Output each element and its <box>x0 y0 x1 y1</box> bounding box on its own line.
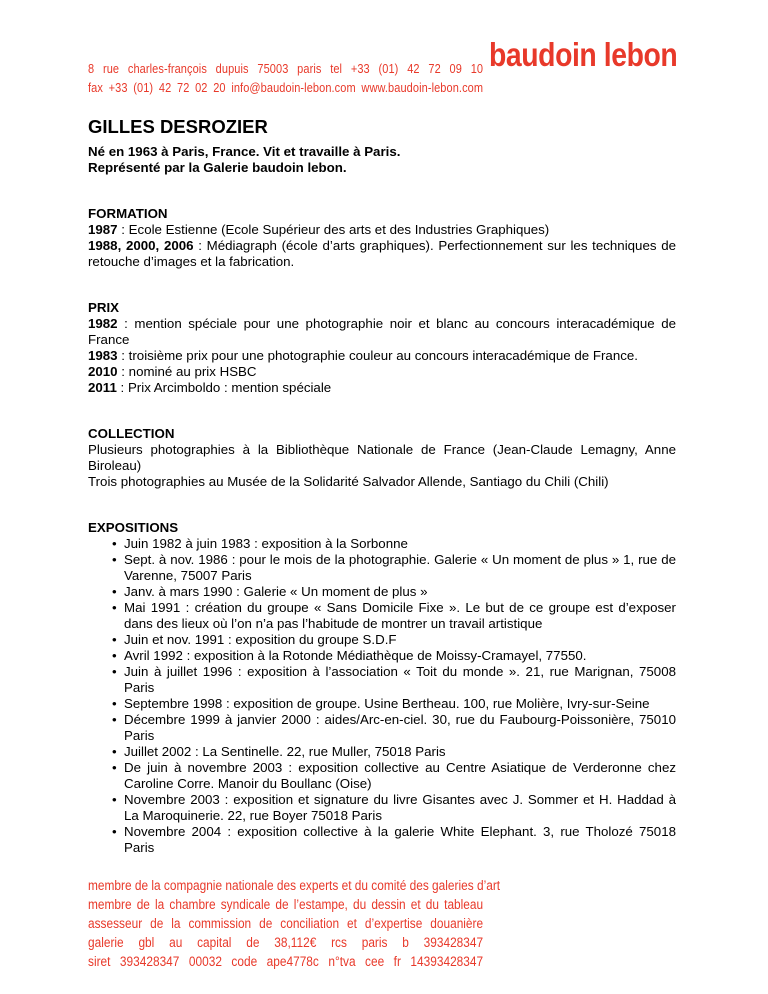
prix-item <box>88 380 676 396</box>
exposition-item: • Novembre 2004 : exposition collective à la galerie White Elephant. 3, rue Tholozé 75018 Paris <box>88 824 676 856</box>
prix-section <box>88 300 676 396</box>
artist-name: GILLES DESROZIER <box>88 116 268 137</box>
gallery-logo: baudoin lebon <box>489 36 678 73</box>
exposition-item: • Décembre 1999 à janvier 2000 : aides/Arc-en-ciel. 30, rue du Faubourg-Poissonière, 75010 Paris <box>88 712 676 744</box>
prix-year: 1982 <box>88 316 118 331</box>
exposition-item: • Janv. à mars 1990 : Galerie « Un moment de plus » <box>88 584 676 600</box>
gallery-address <box>88 60 483 98</box>
prix-text: : Prix Arcimboldo : mention spéciale <box>116 380 332 395</box>
exposition-item: • Mai 1991 : création du groupe « Sans Domicile Fixe ». Le but de ce groupe est d’exposer dans des lieux où l’on n’a pas l’habitude de montrer un travail artistique <box>88 600 676 632</box>
collection-section <box>88 426 676 490</box>
prix-text: : nominé au prix HSBC <box>117 364 257 379</box>
formation-item <box>88 238 676 270</box>
collection-item: Plusieurs photographies à la Bibliothèque Nationale de France (Jean-Claude Lemagny, Anne Biroleau) <box>88 442 676 473</box>
footer-line: galerie gbl au capital de 38,112€ rcs paris b 393428347 <box>88 935 484 950</box>
exposition-item: • Juin à juillet 1996 : exposition à l’association « Toit du monde ». 21, rue Marignan, 75008 Paris <box>88 664 676 696</box>
exposition-item: • Juillet 2002 : La Sentinelle. 22, rue Muller, 75018 Paris <box>88 744 676 760</box>
formation-year: 1987 <box>88 222 118 237</box>
formation-item <box>88 222 676 238</box>
exposition-item: • De juin à novembre 2003 : exposition collective au Centre Asiatique de Verderonne chez Caroline Corre. Manoir du Boullanc (Oise) <box>88 760 676 792</box>
artist-bio-line-2: Représenté par la Galerie baudoin lebon. <box>88 160 347 175</box>
prix-item <box>88 348 676 364</box>
footer-line: membre de la compagnie nationale des experts et du comité des galeries d’art <box>88 878 501 893</box>
collection-title: COLLECTION <box>88 426 175 441</box>
footer-line: siret 393428347 00032 code ape4778c n°tva cee fr 14393428347 <box>88 954 484 969</box>
footer-line: membre de la chambre syndicale de l’estampe, du dessin et du tableau <box>88 897 484 912</box>
address-line-2: fax +33 (01) 42 72 02 20 info@baudoin-lebon.com www.baudoin-lebon.com <box>88 81 484 95</box>
exposition-item: • Sept. à nov. 1986 : pour le mois de la photographie. Galerie « Un moment de plus » 1, rue de Varenne, 75007 Paris <box>88 552 676 584</box>
exposition-item: • Novembre 2003 : exposition et signature du livre Gisantes avec J. Sommer et H. Haddad à La Maroquinerie. 22, rue Boyer 75018 Paris <box>88 792 676 824</box>
formation-section <box>88 206 676 270</box>
address-line-1: 8 rue charles-françois dupuis 75003 paris tel +33 (01) 42 72 09 10 <box>88 62 484 76</box>
exposition-item: • Avril 1992 : exposition à la Rotonde Médiathèque de Moissy-Cramayel, 77550. <box>88 648 676 664</box>
footer-line: assesseur de la commission de conciliation et d’expertise douanière <box>88 916 484 931</box>
prix-year: 2010 <box>88 364 118 379</box>
prix-item <box>88 316 676 348</box>
cv-content <box>88 116 676 856</box>
collection-item: Trois photographies au Musée de la Solidarité Salvador Allende, Santiago du Chili (Chili) <box>88 474 609 489</box>
artist-bio-line-1: Né en 1963 à Paris, France. Vit et travaille à Paris. <box>88 144 401 159</box>
prix-text: : mention spéciale pour une photographie noir et blanc au concours interacadémique de France <box>88 316 676 347</box>
prix-year: 2011 <box>88 380 117 395</box>
prix-item <box>88 364 676 380</box>
expositions-list <box>88 536 676 856</box>
exposition-item: • Juin 1982 à juin 1983 : exposition à la Sorbonne <box>88 536 676 552</box>
formation-title: FORMATION <box>88 206 168 221</box>
expositions-section <box>88 520 676 856</box>
formation-year: 1988, 2000, 2006 <box>88 238 194 253</box>
formation-text: : Médiagraph (école d’arts graphiques). Perfectionnement sur les techniques de retouche d’images et la fabrication. <box>88 238 676 269</box>
prix-title: PRIX <box>88 300 120 315</box>
formation-text: : Ecole Estienne (Ecole Supérieur des arts et des Industries Graphiques) <box>117 222 550 237</box>
gallery-footer <box>88 876 501 971</box>
exposition-item: • Septembre 1998 : exposition de groupe. Usine Bertheau. 100, rue Molière, Ivry-sur-Seine <box>88 696 676 712</box>
prix-text: : troisième prix pour une photographie couleur au concours interacadémique de France. <box>117 348 638 363</box>
expositions-title: EXPOSITIONS <box>88 520 179 535</box>
prix-year: 1983 <box>88 348 118 363</box>
exposition-item: • Juin et nov. 1991 : exposition du groupe S.D.F <box>88 632 676 648</box>
